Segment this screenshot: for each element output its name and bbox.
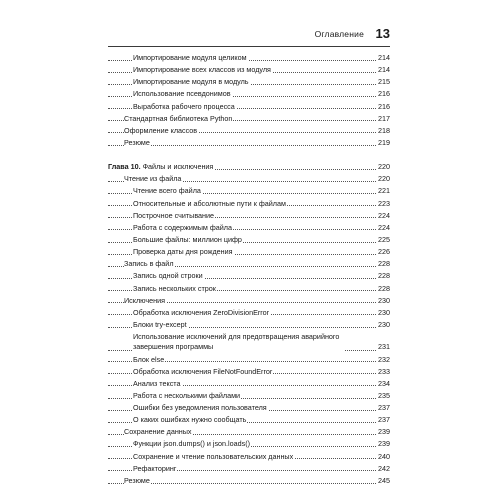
toc-entry-page: 228 [377,270,390,282]
toc-entry-title: Чтение всего файла [133,186,201,196]
toc-entry-title: Импортирование модуля в модуль [133,77,249,87]
toc-entry[interactable] [108,366,390,378]
page-number: 13 [375,26,390,41]
toc-entry-page: 214 [377,64,390,76]
toc-section-title: Чтение из файла [124,174,182,184]
toc-entry[interactable] [108,198,390,210]
toc-section-page: 239 [377,426,390,438]
header-title: Оглавление [314,29,364,39]
toc-entry[interactable] [108,319,390,331]
toc-chapter[interactable] [108,161,390,173]
toc-entry-title: Обработка исключения FileNotFoundError [133,366,273,376]
toc-entry-page: 233 [377,366,390,378]
toc-entry-page: 239 [377,438,390,450]
toc-entry-page: 230 [377,307,390,319]
toc-entry[interactable] [108,88,390,100]
toc-entry-title: Импортирование всех классов из модуля [133,65,271,75]
toc-entry-page: 216 [377,101,390,113]
toc-section-page: 218 [377,125,390,137]
table-of-contents [108,52,390,487]
toc-entry[interactable] [108,222,390,234]
chapter-label: Глава 10. [108,162,141,172]
toc-entry[interactable] [108,210,390,222]
toc-section[interactable] [108,475,390,487]
toc-section-page: 230 [377,295,390,307]
toc-entry-title: Выработка рабочего процесса [133,101,235,111]
toc-entry-title: Обработка исключения ZeroDivisionError [133,307,270,317]
toc-entry-title: Работа с несколькими файлами [133,390,241,400]
toc-entry-title: Блок else [133,354,165,364]
toc-entry-title: Относительные и абсолютные пути к файлам [133,198,286,208]
toc-entry[interactable] [108,283,390,295]
running-header [108,26,390,47]
toc-section-page: 219 [377,137,390,149]
toc-entry-title: Сохранение и чтение пользовательских данных [133,451,294,461]
chapter-title: Файлы и исключения [142,162,214,172]
toc-section-title: Исключения [124,295,166,305]
toc-section-title: Стандартная библиотека Python [124,113,233,123]
toc-entry-title: Функции json.dumps() и json.loads() [133,439,251,449]
toc-entry-title: Использование исключений для предотвращения аварийного завершения программы [133,332,344,352]
toc-entry-page: 226 [377,246,390,258]
toc-entry-title: О каких ошибках нужно сообщать [133,415,247,425]
toc-section[interactable] [108,426,390,438]
toc-entry-page: 240 [377,451,390,463]
toc-section-page: 228 [377,258,390,270]
toc-entry-page: 232 [377,354,390,366]
toc-entry[interactable] [108,76,390,88]
toc-entry-title: Работа с содержимым файла [133,222,232,232]
toc-entry-page: 221 [377,185,390,197]
toc-entry-page: 234 [377,378,390,390]
toc-entry-page: 237 [377,414,390,426]
toc-section[interactable] [108,137,390,149]
toc-section-title: Оформление классов [124,125,198,135]
toc-entry-title: Рефакторинг [133,463,177,473]
toc-entry-page: 237 [377,402,390,414]
toc-section[interactable] [108,173,390,185]
toc-section-title: Запись в файл [124,259,174,269]
toc-entry-page: 230 [377,319,390,331]
toc-entry-title: Проверка даты дня рождения [133,247,233,257]
toc-entry-page: 231 [378,342,390,352]
toc-entry[interactable] [108,270,390,282]
toc-section-page: 217 [377,113,390,125]
toc-entry-page: 216 [377,88,390,100]
toc-entry[interactable] [108,378,390,390]
toc-entry-page: 235 [377,390,390,402]
toc-section-page: 245 [377,475,390,487]
toc-entry-title: Большие файлы: миллион цифр [133,234,242,244]
toc-entry[interactable] [108,101,390,113]
toc-entry[interactable] [108,307,390,319]
toc-entry[interactable] [108,438,390,450]
toc-entry-page: 215 [377,76,390,88]
toc-entry[interactable] [108,451,390,463]
toc-entry[interactable] [108,390,390,402]
toc-entry-page: 228 [377,283,390,295]
toc-section-title: Резюме [124,475,150,485]
toc-entry[interactable] [108,463,390,475]
toc-section-title: Резюме [124,137,150,147]
toc-entry-title: Импортирование модуля целиком [133,53,247,62]
toc-entry[interactable] [108,64,390,76]
toc-entry-page: 242 [377,463,390,475]
toc-section[interactable] [108,125,390,137]
toc-entry[interactable] [108,234,390,246]
toc-entry-page: 223 [377,198,390,210]
toc-entry-title: Запись нескольких строк [133,283,216,293]
toc-section[interactable] [108,258,390,270]
toc-entry[interactable] [108,414,390,426]
toc-entry-page: 224 [377,210,390,222]
toc-entry-page: 225 [377,234,390,246]
toc-section[interactable] [108,113,390,125]
chapter-page: 220 [377,161,390,173]
toc-section[interactable] [108,295,390,307]
toc-entry[interactable] [108,331,390,353]
toc-entry[interactable] [108,402,390,414]
toc-entry[interactable] [108,185,390,197]
toc-entry-title: Использование псевдонимов [133,89,231,99]
toc-entry-title: Блоки try-except [133,319,187,329]
toc-entry-title: Запись одной строки [133,271,203,281]
toc-section-title: Сохранение данных [124,427,192,437]
toc-entry[interactable] [108,246,390,258]
toc-entry-title: Ошибки без уведомления пользователя [133,403,267,413]
toc-entry-title: Анализ текста [133,378,181,388]
toc-entry-title: Построчное считывание [133,210,215,220]
toc-section-page: 220 [377,173,390,185]
toc-entry-page: 214 [377,52,390,64]
toc-entry-page: 224 [377,222,390,234]
toc-entry[interactable] [108,354,390,366]
toc-entry[interactable] [108,52,390,64]
